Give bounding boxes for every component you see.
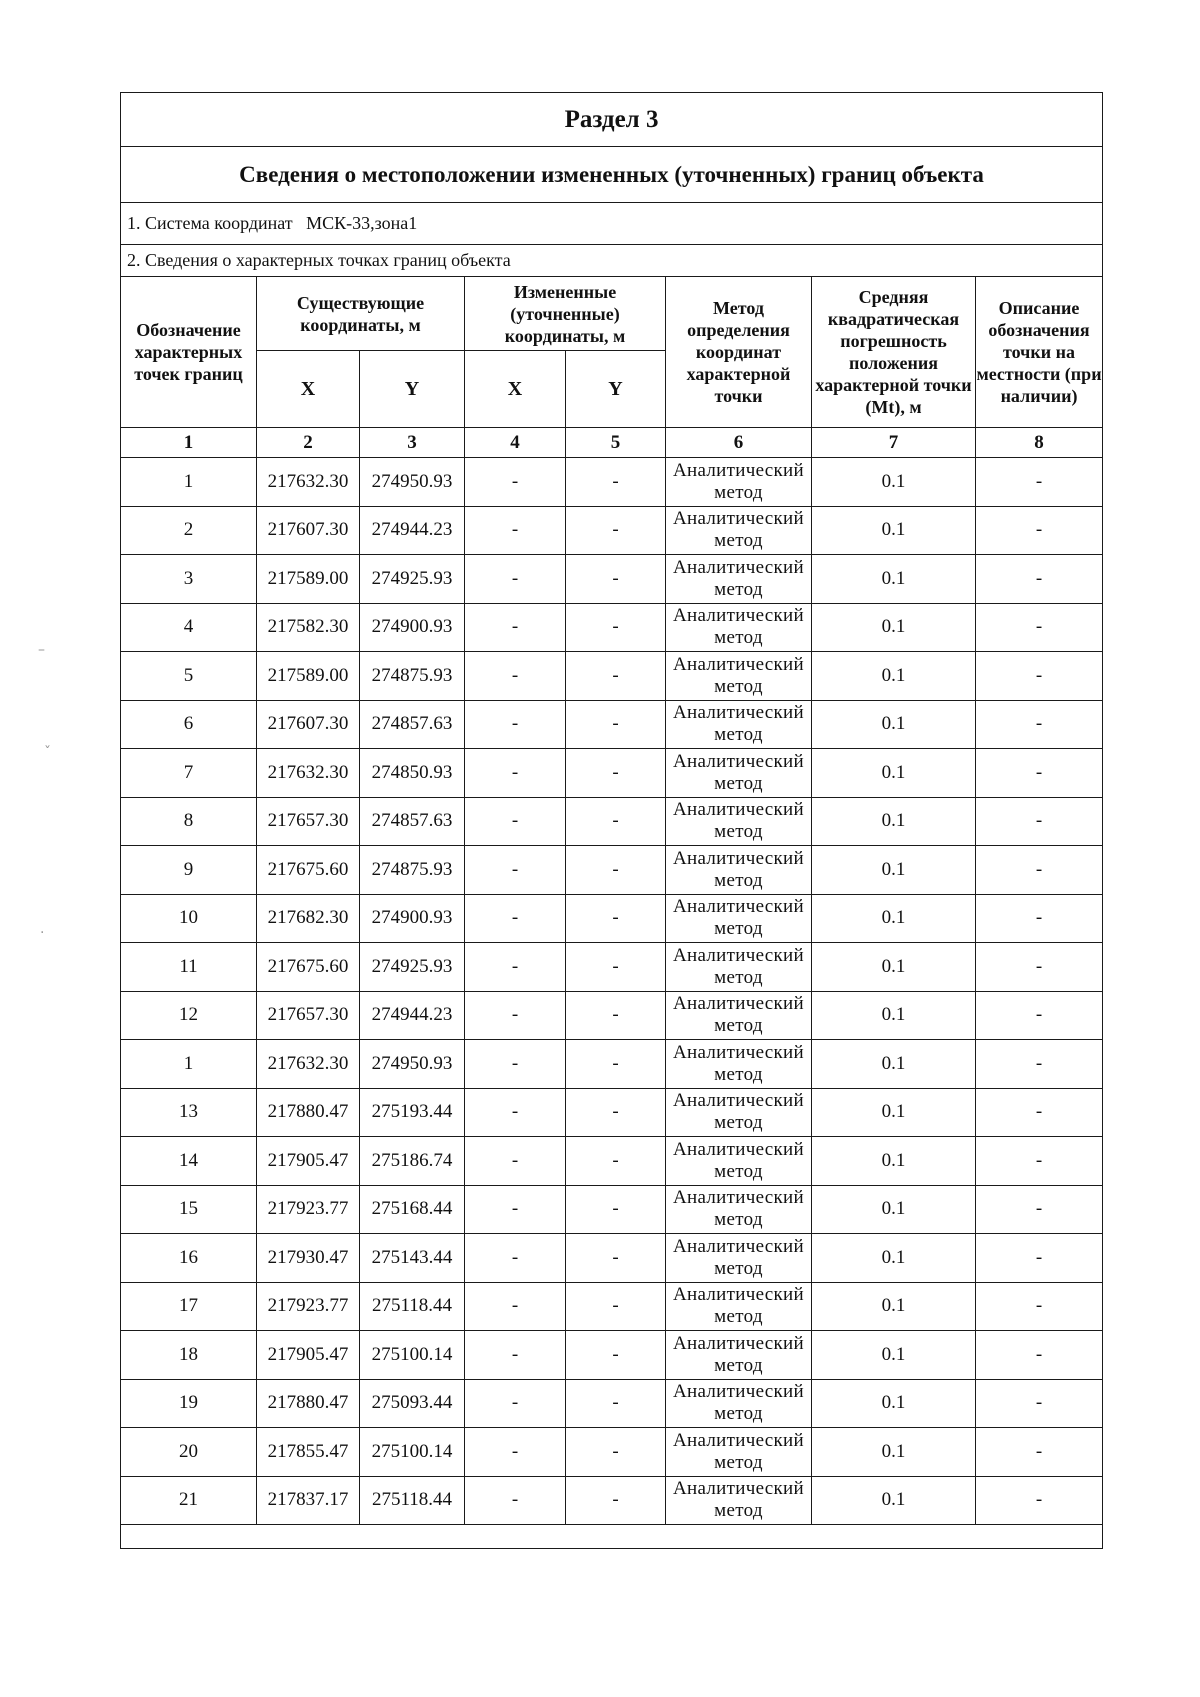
point-number-cell: 9 [121,846,257,895]
existing-x-cell: 217657.30 [257,797,360,846]
point-number-cell: 15 [121,1185,257,1234]
table-row [121,797,1103,846]
description-cell: - [976,1088,1103,1137]
changed-y-cell: - [566,1331,666,1380]
method-cell: Аналитический метод [666,652,812,701]
changed-y-cell: - [566,1234,666,1283]
description-cell: - [976,846,1103,895]
point-number-cell: 13 [121,1088,257,1137]
error-cell: 0.1 [812,1379,976,1428]
table-row [121,1379,1103,1428]
existing-y-cell: 275100.14 [360,1331,465,1380]
existing-y-cell: 274925.93 [360,555,465,604]
changed-y-cell: - [566,458,666,507]
description-cell: - [976,506,1103,555]
existing-y-cell: 275168.44 [360,1185,465,1234]
error-cell: 0.1 [812,603,976,652]
point-number-cell: 1 [121,458,257,507]
changed-y-cell: - [566,700,666,749]
error-cell: 0.1 [812,749,976,798]
changed-x-cell: - [465,1088,566,1137]
point-number-cell: 6 [121,700,257,749]
page-subtitle: Сведения о местоположении измененных (уточненных) границ объекта [121,147,1103,203]
description-cell: - [976,894,1103,943]
changed-x-cell: - [465,555,566,604]
point-number-cell: 11 [121,943,257,992]
existing-x-cell: 217589.00 [257,555,360,604]
column-number: 2 [257,428,360,458]
header-existing-coords: Существующие координаты, м [257,277,465,351]
column-number: 5 [566,428,666,458]
description-cell: - [976,1476,1103,1525]
point-number-cell: 12 [121,991,257,1040]
changed-y-cell: - [566,1476,666,1525]
error-cell: 0.1 [812,894,976,943]
coord-system-label: 1. Система координат [127,213,293,233]
point-number-cell: 4 [121,603,257,652]
description-cell: - [976,943,1103,992]
column-number-row [121,428,1103,458]
point-number-cell: 2 [121,506,257,555]
coord-system-line [121,203,1103,245]
error-cell: 0.1 [812,1331,976,1380]
column-number: 8 [976,428,1103,458]
header-description: Описание обозначения точки на местности (при наличии) [976,277,1103,428]
point-number-cell: 19 [121,1379,257,1428]
point-number-cell: 17 [121,1282,257,1331]
existing-x-cell: 217837.17 [257,1476,360,1525]
existing-x-cell: 217607.30 [257,700,360,749]
method-cell: Аналитический метод [666,700,812,749]
table-row [121,1428,1103,1477]
changed-x-cell: - [465,506,566,555]
table-row [121,1234,1103,1283]
description-cell: - [976,1379,1103,1428]
existing-x-cell: 217582.30 [257,603,360,652]
existing-y-cell: 275186.74 [360,1137,465,1186]
section-title: Раздел 3 [121,93,1103,147]
changed-y-cell: - [566,603,666,652]
existing-x-cell: 217930.47 [257,1234,360,1283]
document-sheet [120,92,1102,1549]
table-row [121,506,1103,555]
header-changed-coords: Измененные (уточненные) координаты, м [465,277,666,351]
column-number: 7 [812,428,976,458]
method-cell: Аналитический метод [666,894,812,943]
method-cell: Аналитический метод [666,1137,812,1186]
existing-x-cell: 217905.47 [257,1331,360,1380]
table-row [121,1088,1103,1137]
header-changed-y: Y [566,351,666,428]
existing-y-cell: 274857.63 [360,797,465,846]
changed-y-cell: - [566,991,666,1040]
changed-y-cell: - [566,506,666,555]
error-cell: 0.1 [812,1185,976,1234]
changed-x-cell: - [465,700,566,749]
description-cell: - [976,555,1103,604]
error-cell: 0.1 [812,652,976,701]
point-number-cell: 16 [121,1234,257,1283]
error-cell: 0.1 [812,555,976,604]
existing-x-cell: 217675.60 [257,846,360,895]
changed-y-cell: - [566,1282,666,1331]
method-cell: Аналитический метод [666,1331,812,1380]
description-cell: - [976,1185,1103,1234]
method-cell: Аналитический метод [666,749,812,798]
description-cell: - [976,1137,1103,1186]
changed-y-cell: - [566,1428,666,1477]
existing-x-cell: 217657.30 [257,991,360,1040]
table-row [121,894,1103,943]
point-number-cell: 7 [121,749,257,798]
changed-x-cell: - [465,943,566,992]
existing-y-cell: 275118.44 [360,1476,465,1525]
changed-x-cell: - [465,797,566,846]
error-cell: 0.1 [812,458,976,507]
method-cell: Аналитический метод [666,846,812,895]
table-row [121,555,1103,604]
header-error: Средняя квадратическая погрешность положения характерной точки (Mt), м [812,277,976,428]
margin-mark: · [40,925,45,941]
error-cell: 0.1 [812,1234,976,1283]
table-row [121,1137,1103,1186]
existing-y-cell: 274857.63 [360,700,465,749]
coord-system-value: МСК-33,зона1 [306,213,418,233]
description-cell: - [976,1331,1103,1380]
description-cell: - [976,603,1103,652]
changed-y-cell: - [566,894,666,943]
margin-mark: ˇ [44,745,51,761]
points-heading: 2. Сведения о характерных точках границ объекта [121,245,1103,277]
table-row [121,846,1103,895]
method-cell: Аналитический метод [666,458,812,507]
table-row [121,943,1103,992]
existing-x-cell: 217682.30 [257,894,360,943]
header-existing-x: X [257,351,360,428]
table-row [121,700,1103,749]
changed-x-cell: - [465,1476,566,1525]
table-row [121,603,1103,652]
changed-y-cell: - [566,1088,666,1137]
changed-x-cell: - [465,1040,566,1089]
method-cell: Аналитический метод [666,1282,812,1331]
method-cell: Аналитический метод [666,1234,812,1283]
error-cell: 0.1 [812,1476,976,1525]
existing-x-cell: 217632.30 [257,458,360,507]
changed-x-cell: - [465,749,566,798]
margin-mark: – [38,642,45,658]
column-number: 3 [360,428,465,458]
changed-x-cell: - [465,846,566,895]
existing-y-cell: 274875.93 [360,652,465,701]
method-cell: Аналитический метод [666,1040,812,1089]
error-cell: 0.1 [812,797,976,846]
point-number-cell: 8 [121,797,257,846]
changed-x-cell: - [465,1282,566,1331]
changed-x-cell: - [465,894,566,943]
table-row [121,1476,1103,1525]
changed-x-cell: - [465,991,566,1040]
existing-y-cell: 274950.93 [360,1040,465,1089]
changed-y-cell: - [566,943,666,992]
changed-x-cell: - [465,652,566,701]
existing-y-cell: 274900.93 [360,894,465,943]
method-cell: Аналитический метод [666,943,812,992]
changed-y-cell: - [566,846,666,895]
changed-x-cell: - [465,1331,566,1380]
description-cell: - [976,991,1103,1040]
header-designation: Обозначение характерных точек границ [121,277,257,428]
table-row [121,1040,1103,1089]
column-number: 1 [121,428,257,458]
point-number-cell: 5 [121,652,257,701]
error-cell: 0.1 [812,846,976,895]
changed-y-cell: - [566,797,666,846]
changed-x-cell: - [465,1428,566,1477]
table-row [121,1331,1103,1380]
table-row [121,652,1103,701]
error-cell: 0.1 [812,700,976,749]
existing-y-cell: 274925.93 [360,943,465,992]
existing-y-cell: 275100.14 [360,1428,465,1477]
existing-x-cell: 217905.47 [257,1137,360,1186]
existing-y-cell: 275143.44 [360,1234,465,1283]
error-cell: 0.1 [812,991,976,1040]
existing-y-cell: 275118.44 [360,1282,465,1331]
description-cell: - [976,1234,1103,1283]
existing-y-cell: 274950.93 [360,458,465,507]
point-number-cell: 10 [121,894,257,943]
empty-cell [121,1525,1103,1549]
description-cell: - [976,700,1103,749]
existing-y-cell: 274944.23 [360,991,465,1040]
table-row [121,458,1103,507]
existing-y-cell: 275193.44 [360,1088,465,1137]
description-cell: - [976,1428,1103,1477]
method-cell: Аналитический метод [666,1428,812,1477]
point-number-cell: 3 [121,555,257,604]
header-existing-y: Y [360,351,465,428]
column-number: 6 [666,428,812,458]
method-cell: Аналитический метод [666,506,812,555]
changed-x-cell: - [465,1379,566,1428]
method-cell: Аналитический метод [666,797,812,846]
changed-y-cell: - [566,1137,666,1186]
existing-x-cell: 217632.30 [257,1040,360,1089]
empty-footer-row [121,1525,1103,1549]
existing-y-cell: 274850.93 [360,749,465,798]
column-number: 4 [465,428,566,458]
table-row [121,991,1103,1040]
changed-x-cell: - [465,1137,566,1186]
existing-x-cell: 217607.30 [257,506,360,555]
method-cell: Аналитический метод [666,1088,812,1137]
existing-x-cell: 217589.00 [257,652,360,701]
description-cell: - [976,749,1103,798]
existing-x-cell: 217675.60 [257,943,360,992]
coordinates-table [120,92,1103,1549]
description-cell: - [976,797,1103,846]
header-method: Метод определения координат характерной точки [666,277,812,428]
description-cell: - [976,652,1103,701]
point-number-cell: 18 [121,1331,257,1380]
existing-y-cell: 274875.93 [360,846,465,895]
existing-x-cell: 217923.77 [257,1282,360,1331]
header-changed-x: X [465,351,566,428]
table-row [121,1185,1103,1234]
point-number-cell: 20 [121,1428,257,1477]
error-cell: 0.1 [812,1137,976,1186]
changed-y-cell: - [566,555,666,604]
existing-x-cell: 217880.47 [257,1379,360,1428]
table-row [121,1282,1103,1331]
changed-y-cell: - [566,1040,666,1089]
error-cell: 0.1 [812,943,976,992]
method-cell: Аналитический метод [666,555,812,604]
error-cell: 0.1 [812,1282,976,1331]
method-cell: Аналитический метод [666,1379,812,1428]
error-cell: 0.1 [812,1088,976,1137]
existing-y-cell: 274900.93 [360,603,465,652]
description-cell: - [976,1282,1103,1331]
existing-x-cell: 217880.47 [257,1088,360,1137]
point-number-cell: 21 [121,1476,257,1525]
method-cell: Аналитический метод [666,991,812,1040]
method-cell: Аналитический метод [666,1185,812,1234]
changed-x-cell: - [465,603,566,652]
changed-x-cell: - [465,1234,566,1283]
changed-x-cell: - [465,458,566,507]
changed-x-cell: - [465,1185,566,1234]
error-cell: 0.1 [812,1428,976,1477]
point-number-cell: 14 [121,1137,257,1186]
description-cell: - [976,1040,1103,1089]
point-number-cell: 1 [121,1040,257,1089]
existing-x-cell: 217923.77 [257,1185,360,1234]
existing-y-cell: 275093.44 [360,1379,465,1428]
error-cell: 0.1 [812,1040,976,1089]
changed-y-cell: - [566,1379,666,1428]
changed-y-cell: - [566,1185,666,1234]
method-cell: Аналитический метод [666,603,812,652]
changed-y-cell: - [566,652,666,701]
existing-x-cell: 217855.47 [257,1428,360,1477]
description-cell: - [976,458,1103,507]
table-row [121,749,1103,798]
changed-y-cell: - [566,749,666,798]
method-cell: Аналитический метод [666,1476,812,1525]
existing-x-cell: 217632.30 [257,749,360,798]
error-cell: 0.1 [812,506,976,555]
existing-y-cell: 274944.23 [360,506,465,555]
